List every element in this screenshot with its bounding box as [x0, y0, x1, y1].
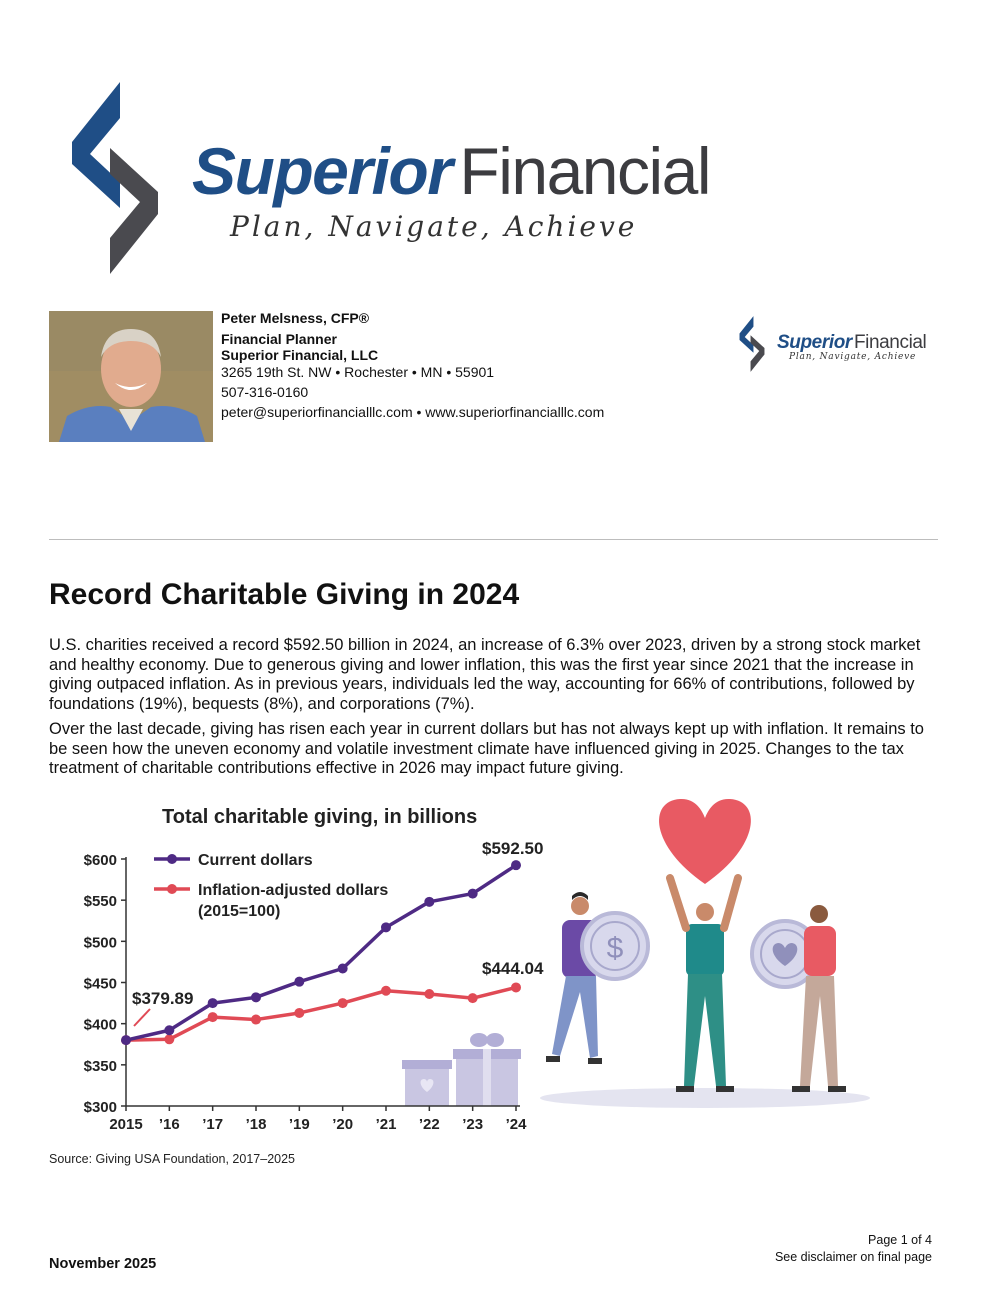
data-point — [511, 860, 521, 870]
data-point — [251, 992, 261, 1002]
y-tick-label: $500 — [83, 934, 117, 952]
data-point — [208, 998, 218, 1008]
gift-bow-left — [470, 1033, 488, 1047]
chart-annotations — [132, 839, 544, 1026]
data-point — [164, 1025, 174, 1035]
data-point — [208, 1012, 218, 1022]
gift-boxes-illustration — [402, 1033, 521, 1106]
chart-title: Total charitable giving, in billions — [162, 806, 478, 828]
legend-marker — [167, 884, 177, 894]
small-brand-tagline: Plan, Navigate, Achieve — [789, 352, 917, 362]
gift-box-small-lid — [402, 1060, 452, 1069]
people-giving-illustration — [530, 796, 870, 1116]
annotation-start-pointer — [134, 1009, 150, 1026]
giving-line-chart — [70, 796, 550, 1141]
chart-legend — [154, 852, 388, 920]
data-point — [424, 897, 434, 907]
data-point — [468, 993, 478, 1003]
contact-phone: 507-316-0160 — [221, 384, 309, 400]
contact-title: Financial Planner — [221, 331, 337, 347]
x-tick-label: 2015 — [109, 1116, 143, 1133]
page-info — [775, 1232, 932, 1266]
brand-primary: Superior — [192, 134, 452, 208]
data-point — [511, 982, 521, 992]
legend-label: Inflation-adjusted dollars — [198, 882, 389, 899]
data-point — [338, 998, 348, 1008]
contact-name: Peter Melsness, CFP® — [221, 310, 370, 326]
data-point — [338, 964, 348, 974]
svg-text:$: $ — [606, 932, 624, 965]
gift-bow-right — [486, 1033, 504, 1047]
chart-source: Source: Giving USA Foundation, 2017–2025 — [49, 1152, 296, 1166]
data-point — [468, 889, 478, 899]
data-point — [164, 1034, 174, 1044]
brand-tagline: Plan, Navigate, Achieve — [230, 210, 638, 243]
contact-block — [221, 309, 604, 422]
x-tick-label: ’21 — [375, 1116, 397, 1133]
small-brand-secondary: Financial — [853, 332, 927, 353]
disclaimer-note: See disclaimer on final page — [774, 1250, 932, 1264]
issue-date: November 2025 — [49, 1256, 157, 1272]
advisor-portrait-icon — [49, 311, 213, 442]
y-tick-label: $600 — [83, 852, 117, 869]
page-number: Page 1 of 4 — [868, 1233, 932, 1247]
article-paragraph-1: U.S. charities received a record $592.50 billion in 2024, an increase of 6.3% over 2023, driven by a strong stock market and healthy economy. Due to generous giving and lower inflation, this was the first year since 2021 that the increase in giving outpaced inflation. As in previous years, individuals led the way, accounting for 66% of contributions, followed by foundations (19%), bequests (8%), and corporations (7%). — [49, 636, 921, 713]
data-point — [381, 986, 391, 996]
y-tick-label: $300 — [83, 1099, 117, 1116]
x-tick-label: ’17 — [202, 1116, 224, 1133]
x-tick-label: ’16 — [158, 1116, 180, 1133]
legend-label: (2015=100) — [198, 903, 281, 920]
annotation-start: $379.89 — [132, 989, 194, 1008]
data-point — [424, 989, 434, 999]
divider — [49, 539, 938, 540]
x-tick-label: ’19 — [288, 1116, 310, 1133]
legend-label: Current dollars — [198, 852, 313, 869]
person-middle — [670, 878, 738, 1092]
advisor-photo — [49, 311, 213, 442]
x-tick-label: ’24 — [505, 1116, 527, 1133]
article-title: Record Charitable Giving in 2024 — [49, 578, 520, 611]
data-point — [121, 1035, 131, 1045]
annotation-current-end: $592.50 — [482, 839, 544, 858]
logo-mark-icon — [60, 78, 170, 278]
gift-ribbon — [483, 1049, 491, 1106]
small-brand-primary: Superior — [777, 332, 852, 353]
x-tick-label: ’23 — [462, 1116, 484, 1133]
small-brand-wordmark — [777, 332, 926, 354]
x-tick-label: ’22 — [418, 1116, 440, 1133]
contact-web[interactable]: peter@superiorfinancialllc.com • www.superiorfinancialllc.com — [221, 404, 605, 420]
data-point — [294, 977, 304, 987]
annotation-adjusted-end: $444.04 — [482, 959, 544, 978]
x-tick-label: ’18 — [245, 1116, 267, 1133]
x-tick-label: ’20 — [332, 1116, 354, 1133]
legend-marker — [167, 854, 177, 864]
data-point — [251, 1015, 261, 1025]
contact-address: 3265 19th St. NW • Rochester • MN • 55901 — [221, 364, 495, 380]
contact-company: Superior Financial, LLC — [221, 347, 379, 363]
brand-secondary: Financial — [459, 134, 711, 208]
heart-icon — [659, 799, 751, 884]
data-point — [381, 922, 391, 932]
y-tick-label: $450 — [83, 975, 117, 993]
y-tick-label: $350 — [83, 1057, 117, 1075]
y-tick-label: $550 — [83, 893, 117, 911]
person-left — [546, 892, 602, 1064]
brand-wordmark — [192, 134, 711, 208]
data-point — [294, 1008, 304, 1018]
article-paragraph-2: Over the last decade, giving has risen each year in current dollars but has not always kept up with inflation. It remains to be seen how the uneven economy and volatile investment climate have influenced giving in 2025. Changes to the tax treatment of charitable contributions effective in 2026 may impact future giving. — [49, 720, 924, 777]
y-tick-label: $400 — [83, 1016, 117, 1034]
small-logo-mark-icon — [736, 315, 768, 373]
